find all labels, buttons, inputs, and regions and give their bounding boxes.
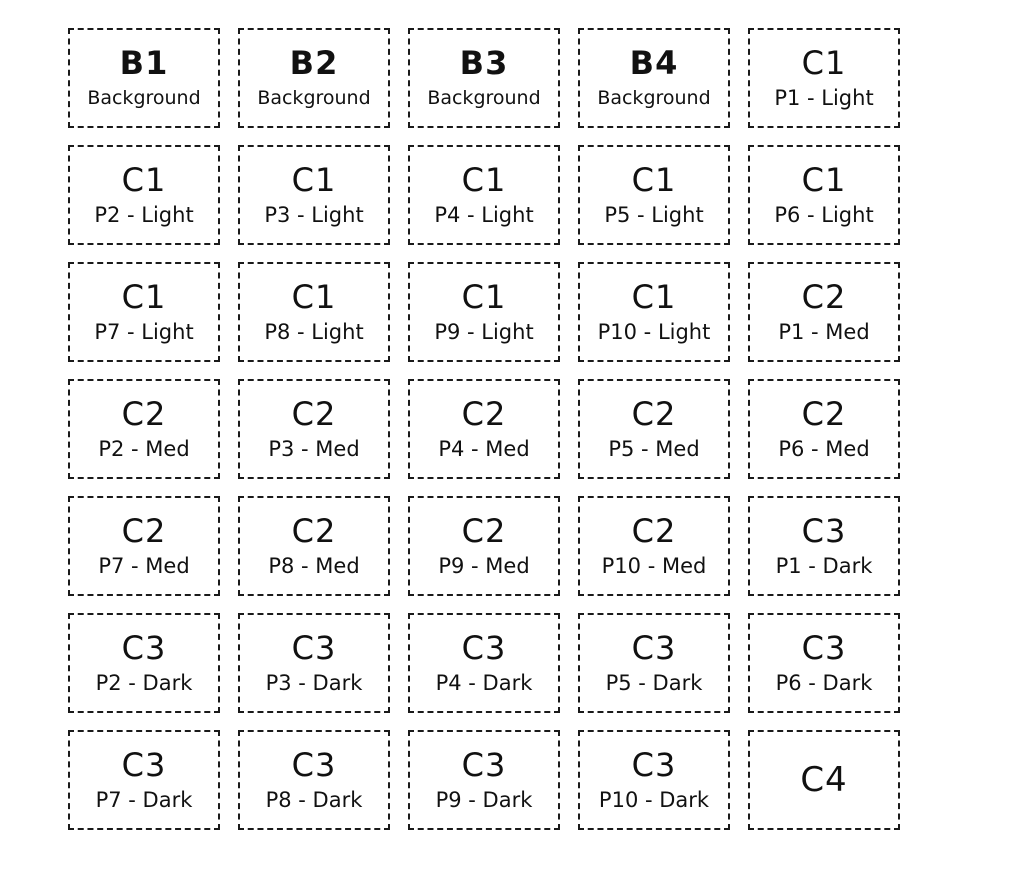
tile-code: C1 <box>291 278 337 316</box>
tile-code: C2 <box>631 395 677 433</box>
tile-c1-p1 <box>748 28 900 128</box>
tile-label: P9 - Dark <box>435 788 533 812</box>
tile-code: C1 <box>461 161 507 199</box>
tile-label: P2 - Dark <box>95 671 193 695</box>
tile-label: P5 - Light <box>604 203 704 227</box>
tile-c1-p2 <box>68 145 220 245</box>
tile-label: P3 - Light <box>264 203 364 227</box>
tile-label: P5 - Med <box>608 437 700 461</box>
tile-b1 <box>68 28 220 128</box>
tile-code: C3 <box>461 746 507 784</box>
tile-c2-p9 <box>408 496 560 596</box>
tile-code: C1 <box>801 161 847 199</box>
tile-label: P1 - Med <box>778 320 870 344</box>
tile-code: C1 <box>461 278 507 316</box>
tile-c3-p7 <box>68 730 220 830</box>
tile-label: P8 - Med <box>268 554 360 578</box>
tile-label: P8 - Dark <box>265 788 363 812</box>
tile-b3 <box>408 28 560 128</box>
tile-c1-p8 <box>238 262 390 362</box>
tile-label: P8 - Light <box>264 320 364 344</box>
tile-label: P1 - Dark <box>775 554 873 578</box>
tile-c2-p10 <box>578 496 730 596</box>
tile-label: Background <box>427 87 541 109</box>
tile-c1-p5 <box>578 145 730 245</box>
tile-label: P4 - Med <box>438 437 530 461</box>
tile-code: C3 <box>291 746 337 784</box>
tile-c3-p10 <box>578 730 730 830</box>
tile-c3-p6 <box>748 613 900 713</box>
tile-code: C3 <box>121 629 167 667</box>
tile-code: B4 <box>629 44 679 82</box>
tile-c1-p10 <box>578 262 730 362</box>
tile-label: P6 - Light <box>774 203 874 227</box>
tile-c1-p4 <box>408 145 560 245</box>
tile-c3-p2 <box>68 613 220 713</box>
tile-c3-p5 <box>578 613 730 713</box>
tile-code: C3 <box>121 746 167 784</box>
tile-label: P1 - Light <box>774 86 874 110</box>
tile-label: P7 - Dark <box>95 788 193 812</box>
tile-code: C3 <box>801 629 847 667</box>
tile-label: P7 - Light <box>94 320 194 344</box>
tile-code: C3 <box>631 629 677 667</box>
tile-c3-p3 <box>238 613 390 713</box>
tile-c4 <box>748 730 900 830</box>
tile-c2-p5 <box>578 379 730 479</box>
tile-code: C1 <box>631 161 677 199</box>
tile-c1-p3 <box>238 145 390 245</box>
tile-c2-p3 <box>238 379 390 479</box>
tile-code: C2 <box>801 395 847 433</box>
tile-code: C2 <box>291 512 337 550</box>
tile-label: P10 - Light <box>597 320 711 344</box>
tile-c1-p9 <box>408 262 560 362</box>
tile-c1-p6 <box>748 145 900 245</box>
tile-c2-p1 <box>748 262 900 362</box>
tile-code: C2 <box>291 395 337 433</box>
tile-code: C1 <box>801 44 847 82</box>
tile-code: C4 <box>800 760 848 800</box>
tile-code: C2 <box>121 395 167 433</box>
tile-label: P3 - Med <box>268 437 360 461</box>
tile-code: C1 <box>121 161 167 199</box>
tile-label: P9 - Light <box>434 320 534 344</box>
tile-c2-p7 <box>68 496 220 596</box>
tile-code: C1 <box>631 278 677 316</box>
tile-label: P10 - Med <box>601 554 707 578</box>
tile-c3-p4 <box>408 613 560 713</box>
tile-label: P6 - Dark <box>775 671 873 695</box>
tile-label: P7 - Med <box>98 554 190 578</box>
tile-code: B1 <box>119 44 169 82</box>
tile-c2-p8 <box>238 496 390 596</box>
tile-label: Background <box>597 87 711 109</box>
tile-code: C2 <box>121 512 167 550</box>
tile-label: P9 - Med <box>438 554 530 578</box>
tile-b2 <box>238 28 390 128</box>
tile-b4 <box>578 28 730 128</box>
tile-c2-p2 <box>68 379 220 479</box>
tile-label: P4 - Dark <box>435 671 533 695</box>
tile-c2-p6 <box>748 379 900 479</box>
tile-grid <box>68 28 908 830</box>
tile-code: C1 <box>121 278 167 316</box>
tile-label: P3 - Dark <box>265 671 363 695</box>
tile-label: P5 - Dark <box>605 671 703 695</box>
tile-c3-p9 <box>408 730 560 830</box>
tile-code: C3 <box>801 512 847 550</box>
tile-code: C3 <box>291 629 337 667</box>
tile-code: C2 <box>631 512 677 550</box>
tile-c3-p8 <box>238 730 390 830</box>
tile-c3-p1 <box>748 496 900 596</box>
tile-label: P2 - Med <box>98 437 190 461</box>
tile-label: P6 - Med <box>778 437 870 461</box>
tile-label: P2 - Light <box>94 203 194 227</box>
tile-label: P10 - Dark <box>598 788 710 812</box>
tile-label: P4 - Light <box>434 203 534 227</box>
tile-code: C2 <box>461 512 507 550</box>
tile-code: C2 <box>461 395 507 433</box>
tile-code: B2 <box>289 44 339 82</box>
tile-label: Background <box>87 87 201 109</box>
tile-code: C1 <box>291 161 337 199</box>
tile-c2-p4 <box>408 379 560 479</box>
tile-code: C3 <box>461 629 507 667</box>
tile-code: C3 <box>631 746 677 784</box>
tile-code: B3 <box>459 44 509 82</box>
tile-label: Background <box>257 87 371 109</box>
tile-c1-p7 <box>68 262 220 362</box>
tile-code: C2 <box>801 278 847 316</box>
